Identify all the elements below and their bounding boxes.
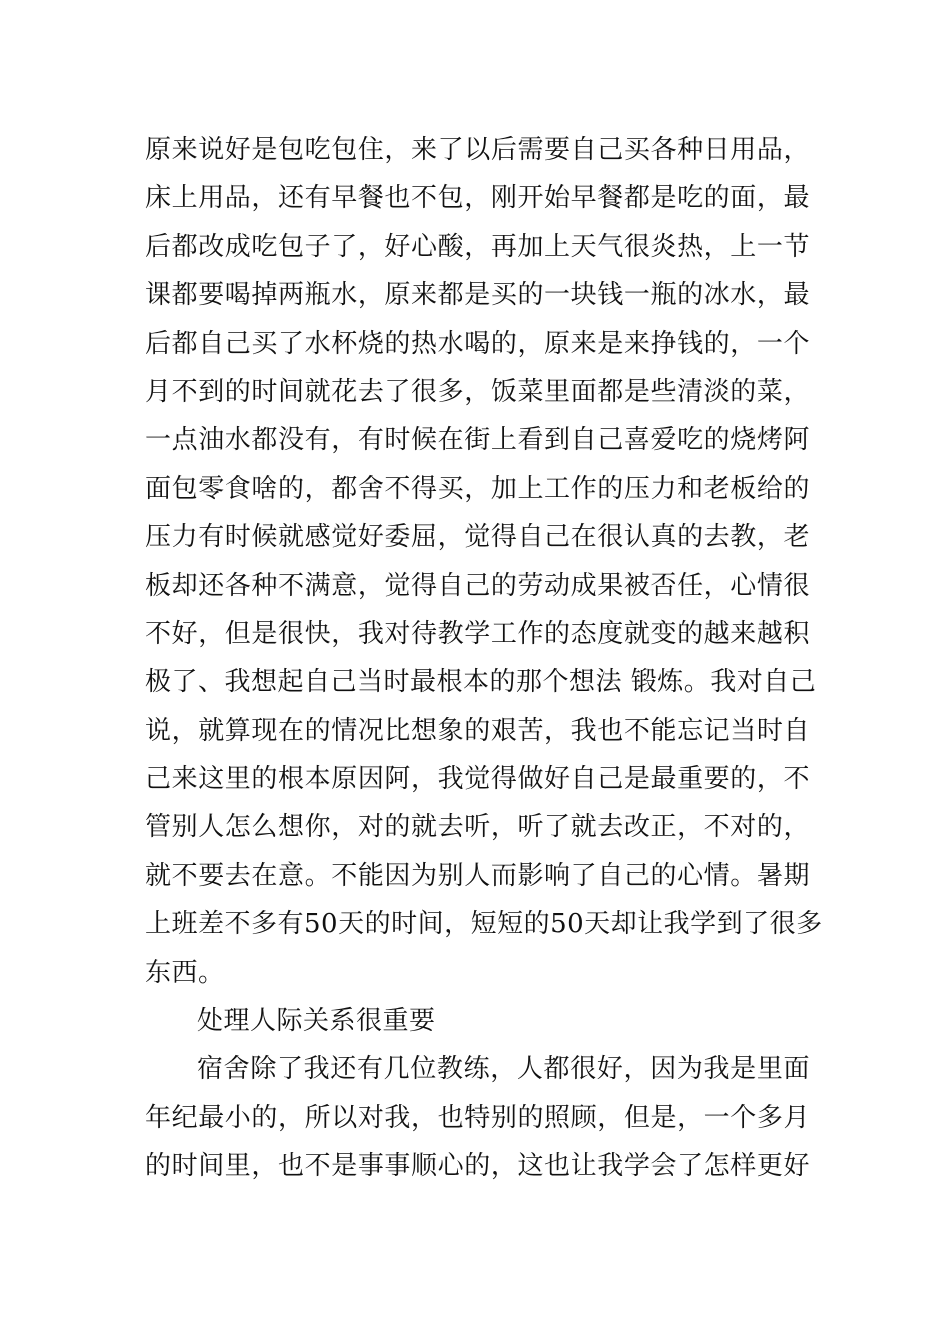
text-line: 年纪最小的，所以对我，也特别的照顾，但是，一个多月 xyxy=(145,1102,810,1133)
body-text xyxy=(145,126,823,1191)
text-line: 压力有时候就感觉好委屈，觉得自己在很认真的去教，老 xyxy=(145,522,810,553)
text-line: 东西。 xyxy=(145,957,225,988)
text-line: 就不要去在意。不能因为别人而影响了自己的心情。暑期 xyxy=(145,860,810,891)
text-line: 后都自己买了水杯烧的热水喝的，原来是来挣钱的，一个 xyxy=(145,328,810,359)
text-line: 后都改成吃包子了，好心酸，再加上天气很炎热，上一节 xyxy=(145,231,810,262)
text-line: 板却还各种不满意，觉得自己的劳动成果被否任，心情很 xyxy=(145,570,810,601)
text-line: 床上用品，还有早餐也不包，刚开始早餐都是吃的面，最 xyxy=(145,183,810,214)
text-line: 管别人怎么想你，对的就去听，听了就去改正，不对的， xyxy=(145,812,810,843)
text-line: 原来说好是包吃包住，来了以后需要自己买各种日用品， xyxy=(145,135,810,165)
text-line: 不好，但是很快，我对待教学工作的态度就变的越来越积 xyxy=(145,618,810,649)
text-line: 的时间里，也不是事事顺心的，这也让我学会了怎样更好 xyxy=(145,1151,810,1182)
text-line: 课都要喝掉两瓶水，原来都是买的一块钱一瓶的冰水，最 xyxy=(145,280,810,311)
text-line: 上班差不多有50天的时间，短短的50天却让我学到了很多 xyxy=(145,909,823,940)
text-line: 己来这里的根本原因阿，我觉得做好自己是最重要的，不 xyxy=(145,764,810,795)
text-line: 极了、我想起自己当时最根本的那个想法 锻炼。我对自己 xyxy=(145,667,817,698)
text-line: 面包零食啥的，都舍不得买，加上工作的压力和老板给的 xyxy=(145,473,810,504)
text-line: 宿舍除了我还有几位教练，人都很好，因为我是里面 xyxy=(197,1054,810,1085)
text-line: 说，就算现在的情况比想象的艰苦，我也不能忘记当时自 xyxy=(145,715,810,746)
section-heading: 处理人际关系很重要 xyxy=(197,1006,436,1037)
text-line: 一点油水都没有，有时候在街上看到自己喜爱吃的烧烤阿 xyxy=(145,425,810,456)
text-line: 月不到的时间就花去了很多，饭菜里面都是些清淡的菜， xyxy=(145,376,810,407)
